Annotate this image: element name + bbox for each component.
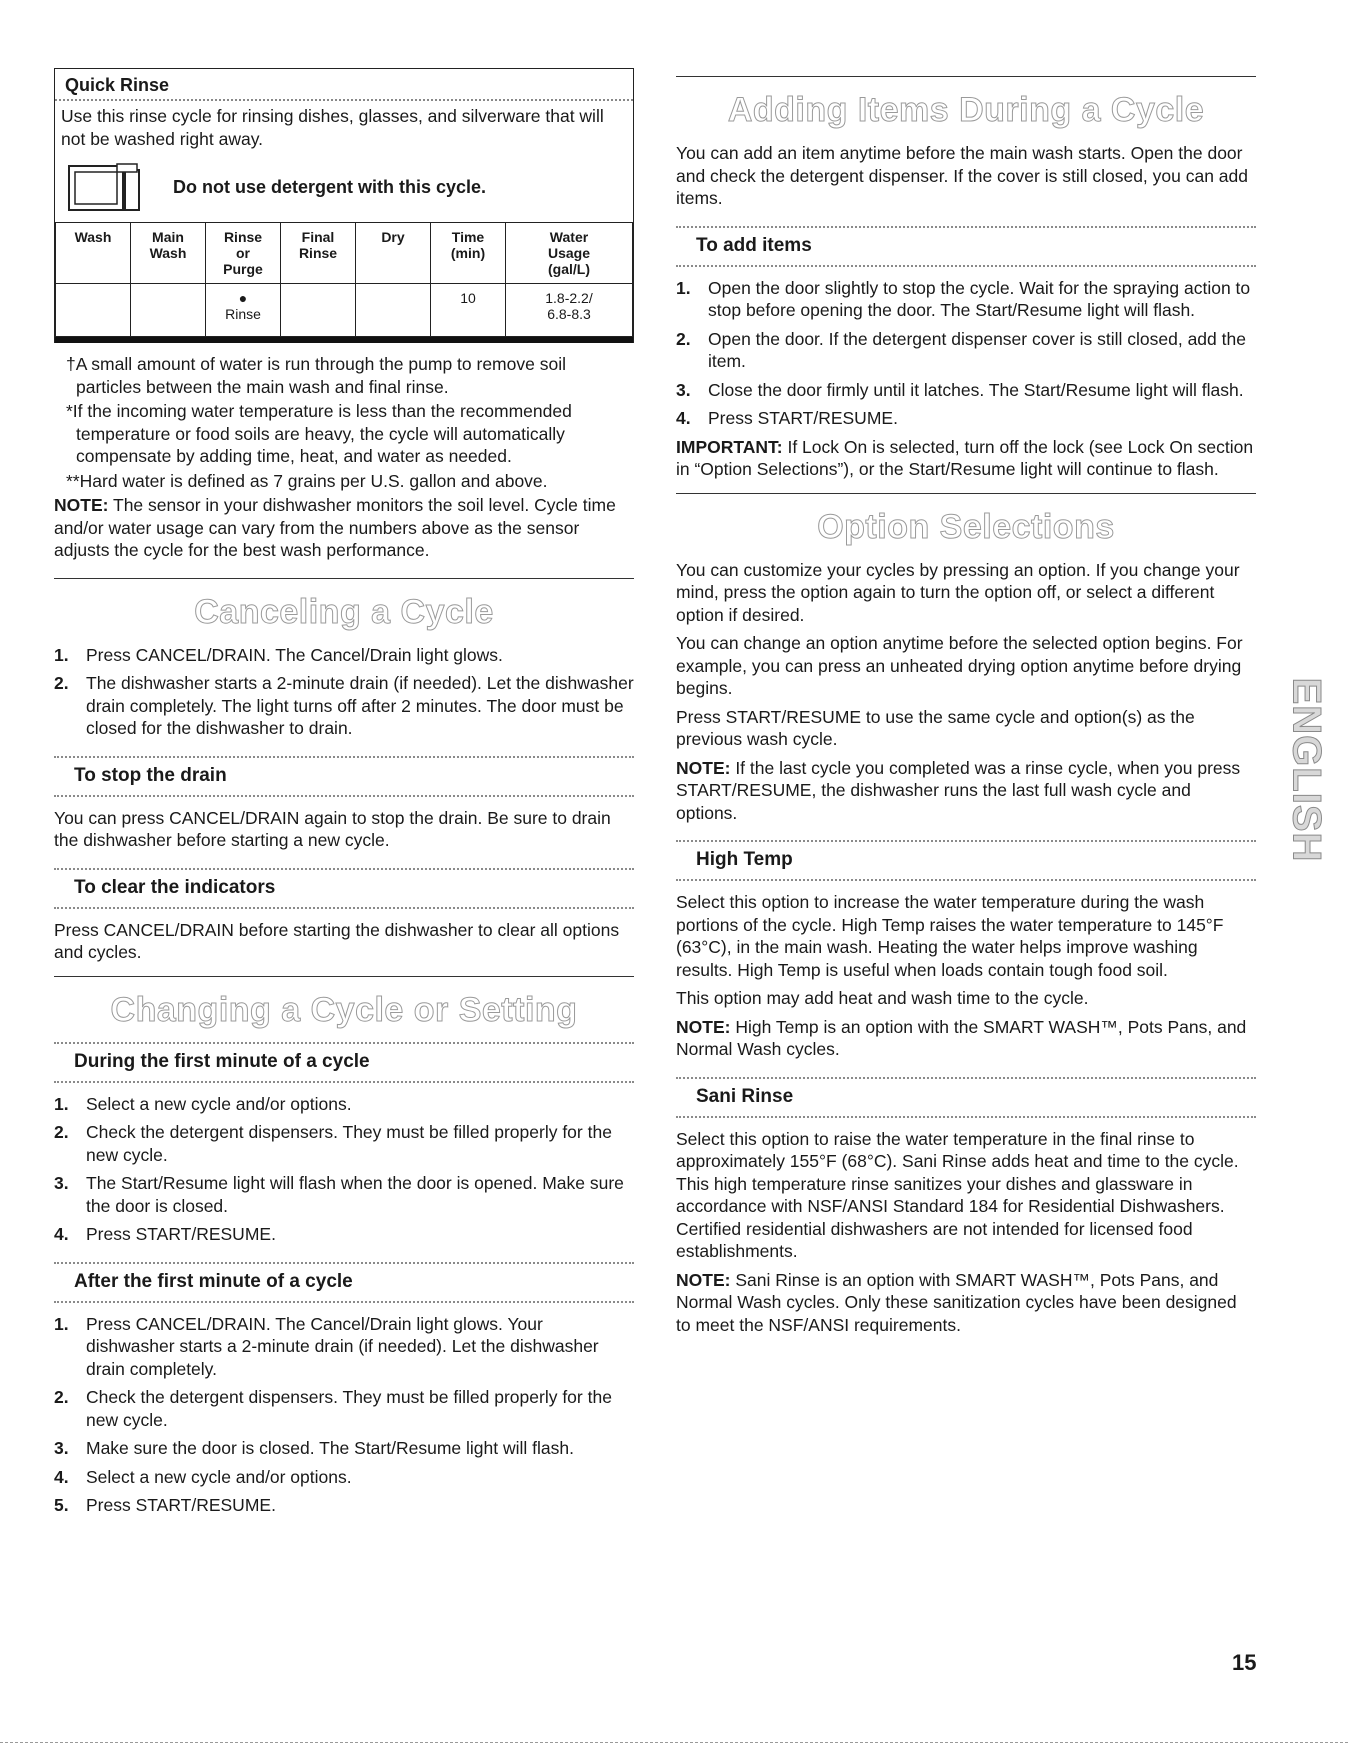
note-label: NOTE: <box>676 1016 731 1037</box>
quick-rinse-box <box>54 68 634 343</box>
first-minute-steps <box>54 1093 634 1246</box>
quick-rinse-description: Use this rinse cycle for rinsing dishes, glasses, and silverware that will not be washed right away. <box>61 106 604 149</box>
step-text: Make sure the door is closed. The Start/Resume light will flash. <box>86 1438 574 1458</box>
sani-rinse-note <box>676 1269 1256 1337</box>
list-item: 4. Press START/RESUME. <box>54 1224 276 1244</box>
footnote: *If the incoming water temperature is less than the recommended temperature or food soils are heavy, the cycle will automatically compensate by adding time, heat, and water as needed. <box>66 401 572 466</box>
quick-rinse-title: Quick Rinse <box>55 69 633 101</box>
add-items-heading: To add items <box>676 226 1256 267</box>
after-first-minute-heading: After the first minute of a cycle <box>54 1262 634 1303</box>
page-number: 15 <box>1232 1650 1257 1675</box>
adding-section-title: Adding Items During a Cycle <box>727 91 1205 129</box>
important-note <box>676 436 1256 481</box>
list-item: 2. Check the detergent dispensers. They must be filled properly for the new cycle. <box>54 1122 612 1165</box>
options-section-title: Option Selections <box>817 507 1115 546</box>
list-item: 5. Press START/RESUME. <box>54 1495 276 1515</box>
detergent-warning-text: Do not use detergent with this cycle. <box>173 176 487 197</box>
high-temp-heading: High Temp <box>676 840 1256 881</box>
section-rule <box>54 578 634 579</box>
list-item: 1. Press CANCEL/DRAIN. The Cancel/Drain light glows. <box>54 644 503 665</box>
stop-drain-text: You can press CANCEL/DRAIN again to stop the drain. Be sure to drain the dishwasher before starting a new cycle. <box>54 807 611 850</box>
high-temp-note <box>676 1016 1256 1061</box>
important-label: IMPORTANT: <box>676 436 783 457</box>
step-text: Press START/RESUME. <box>86 1495 276 1515</box>
table-cell <box>281 284 356 337</box>
detergent-warning <box>61 150 627 222</box>
section-rule <box>54 976 634 977</box>
important-text: If Lock On is selected, turn off the lock (see Lock On section in “Option Selections”), or the Start/Resume light will continue to flash. <box>676 436 1254 479</box>
adding-intro: You can add an item anytime before the main wash starts. Open the door and check the detergent dispenser. If the cover is still closed, you can add items. <box>676 143 1249 208</box>
sani-rinse-heading: Sani Rinse <box>676 1077 1256 1118</box>
language-tab-text: ENGLISH <box>1284 677 1329 863</box>
canceling-steps <box>54 644 634 740</box>
clear-indicators-heading: To clear the indicators <box>54 868 634 909</box>
add-items-steps <box>676 277 1256 430</box>
footnotes <box>54 353 634 492</box>
table-header: Wash <box>56 223 131 284</box>
cycle-table <box>55 222 633 337</box>
note-text: Sani Rinse is an option with SMART WASH™, Pots Pans, and Normal Wash cycles. Only these sanitization cycles have been designed to meet the NSF/ANSI requirements. <box>676 1269 1237 1335</box>
note-text: The sensor in your dishwasher monitors the soil level. Cycle time and/or water usage can vary from the numbers above as the sensor adjusts the cycle for the best wash performance. <box>54 495 616 560</box>
step-text: Press START/RESUME. <box>708 408 898 428</box>
list-item: 1. Open the door slightly to stop the cycle. Wait for the spraying action to stop before opening the door. The Start/Resume light will flash. <box>676 277 1251 320</box>
step-text: Press CANCEL/DRAIN. The Cancel/Drain light glows. Your dishwasher starts a 2-minute drain (if needed). Let the dishwasher drain completely. <box>86 1313 599 1379</box>
high-temp-text: Select this option to increase the water temperature during the wash portions of the cycle. High Temp raises the water temperature to 145°F (63°C), in the main wash. Heating the water helps improve washing results. High Temp is useful when loads contain tough food soil. <box>676 892 1224 980</box>
options-paragraph: Press START/RESUME to use the same cycle and option(s) as the previous wash cycle. <box>676 706 1195 749</box>
table-header: Dry <box>356 223 431 284</box>
options-paragraph: You can change an option anytime before the selected option begins. For example, you can press an unheated drying option anytime before drying begins. <box>676 633 1243 698</box>
list-item: 2. Check the detergent dispensers. They must be filled properly for the new cycle. <box>54 1387 612 1430</box>
left-column <box>54 68 634 1523</box>
list-item: 3. Close the door firmly until it latches. The Start/Resume light will flash. <box>676 379 1244 400</box>
bottom-rule <box>0 1742 1348 1743</box>
table-header: Rinse or Purge <box>206 223 281 284</box>
table-header: Final Rinse <box>281 223 356 284</box>
step-text: The dishwasher starts a 2-minute drain (if needed). Let the dishwasher drain completely. The light turns off after 2 minutes. The door must be closed for the dishwasher to drain. <box>86 673 634 738</box>
list-item: 2. Open the door. If the detergent dispenser cover is still closed, add the item. <box>676 328 1246 371</box>
high-temp-text: This option may add heat and wash time to the cycle. <box>676 988 1089 1008</box>
note-text: High Temp is an option with the SMART WASH™, Pots Pans, and Normal Wash cycles. <box>676 1016 1247 1059</box>
no-detergent-dispenser-icon <box>67 162 143 212</box>
list-item: 3. Make sure the door is closed. The Start/Resume light will flash. <box>54 1438 574 1458</box>
note-label: NOTE: <box>676 757 731 778</box>
step-text: Press CANCEL/DRAIN. The Cancel/Drain light glows. <box>86 644 503 665</box>
options-paragraph: You can customize your cycles by pressing an option. If you change your mind, press the option again to turn the option off, or select a different option if desired. <box>676 559 1240 625</box>
table-cell: 10 <box>431 284 506 337</box>
step-text: Open the door slightly to stop the cycle. Wait for the spraying action to stop before opening the door. The Start/Resume light will flash. <box>708 277 1251 320</box>
step-text: The Start/Resume light will flash when the door is opened. Make sure the door is closed. <box>86 1173 624 1216</box>
list-item: 4. Press START/RESUME. <box>676 408 898 428</box>
list-item: 1. Select a new cycle and/or options. <box>54 1093 352 1114</box>
step-text: Press START/RESUME. <box>86 1224 276 1244</box>
list-item: 4. Select a new cycle and/or options. <box>54 1466 352 1487</box>
stop-drain-heading: To stop the drain <box>54 756 634 797</box>
list-item: 3. The Start/Resume light will flash when the door is opened. Make sure the door is closed. <box>54 1173 624 1216</box>
step-text: Check the detergent dispensers. They must be filled properly for the new cycle. <box>86 1122 612 1165</box>
table-cell <box>131 284 206 337</box>
section-rule <box>676 76 1256 77</box>
table-header: Main Wash <box>131 223 206 284</box>
sani-rinse-text: Select this option to raise the water temperature in the final rinse to approximately 155°F (68°C). Sani Rinse adds heat and time to the cycle. This high temperature rinse sanitizes your dishes and glassware in accordance with NSF/ANSI Standard 184 for Residential Dishwashers. Certified residential dishwashers are not intended for licensed food establishments. <box>676 1128 1239 1261</box>
note-label: NOTE: <box>54 495 109 515</box>
right-column <box>676 68 1256 1342</box>
table-cell: ● Rinse <box>206 284 281 337</box>
step-text: Check the detergent dispensers. They must be filled properly for the new cycle. <box>86 1387 612 1430</box>
table-cell <box>56 284 131 337</box>
first-minute-heading: During the first minute of a cycle <box>54 1042 634 1083</box>
list-item: 1. Press CANCEL/DRAIN. The Cancel/Drain light glows. Your dishwasher starts a 2-minute drain (if needed). Let the dishwasher drain completely. <box>54 1313 599 1379</box>
quick-rinse-note <box>54 494 634 562</box>
section-rule <box>676 493 1256 494</box>
list-item: 2. The dishwasher starts a 2-minute drain (if needed). Let the dishwasher drain completely. The light turns off after 2 minutes. The door must be closed for the dishwasher to drain. <box>54 673 634 738</box>
table-bottom-bar <box>55 337 633 343</box>
note-text: If the last cycle you completed was a rinse cycle, when you press START/RESUME, the dishwasher runs the last full wash cycle and options. <box>676 757 1241 823</box>
table-header: Water Usage (gal/L) <box>506 223 633 284</box>
step-text: Open the door. If the detergent dispenser cover is still closed, add the item. <box>708 328 1246 371</box>
canceling-section-title: Canceling a Cycle <box>194 592 494 631</box>
table-cell <box>356 284 431 337</box>
table-header: Time (min) <box>431 223 506 284</box>
table-cell: 1.8-2.2/ 6.8-8.3 <box>506 284 633 337</box>
changing-section-title: Changing a Cycle or Setting <box>110 990 578 1029</box>
step-text: Select a new cycle and/or options. <box>86 1093 352 1114</box>
language-side-tab <box>1284 630 1329 910</box>
footnote: **Hard water is defined as 7 grains per U.S. gallon and above. <box>66 470 548 491</box>
step-text: Select a new cycle and/or options. <box>86 1466 352 1487</box>
options-note <box>676 757 1256 825</box>
step-text: Close the door firmly until it latches. The Start/Resume light will flash. <box>708 379 1244 400</box>
clear-indicators-text: Press CANCEL/DRAIN before starting the dishwasher to clear all options and cycles. <box>54 919 620 962</box>
after-first-minute-steps <box>54 1313 634 1517</box>
footnote: †A small amount of water is run through the pump to remove soil particles between the main wash and final rinse. <box>66 354 566 397</box>
note-label: NOTE: <box>676 1269 731 1290</box>
